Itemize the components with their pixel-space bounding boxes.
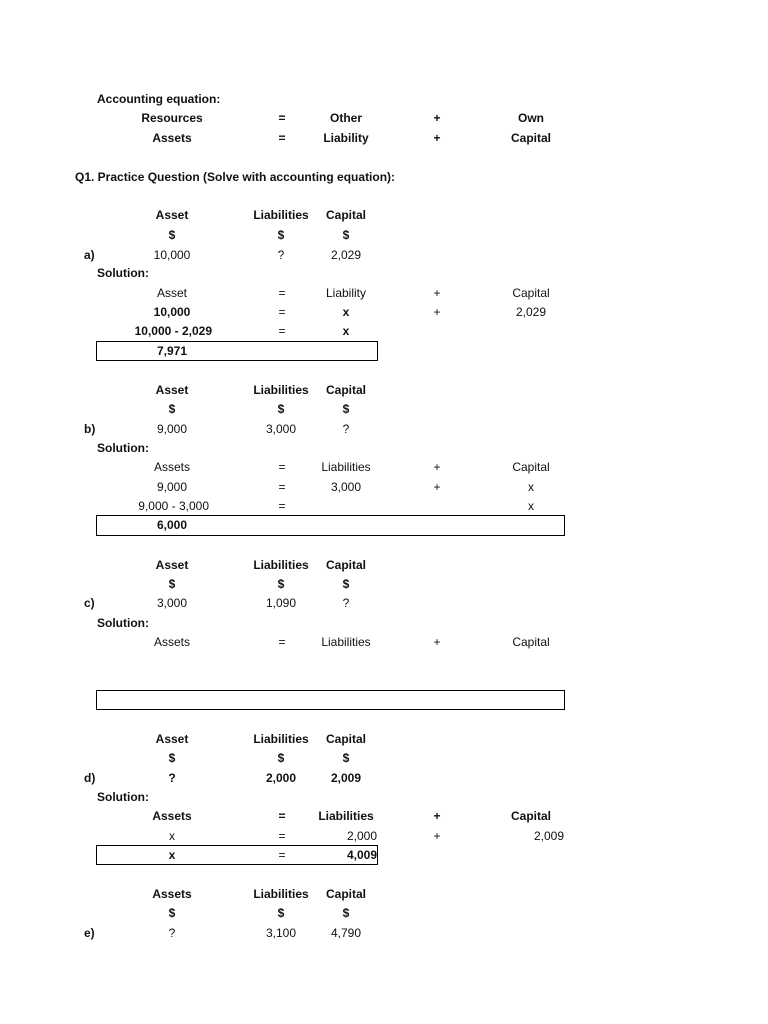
e-value-assets: ? [168, 926, 176, 940]
b-sol-capital: Capital [512, 460, 550, 474]
intro-capital: Capital [510, 131, 552, 145]
d-value-capital: 2,009 [330, 771, 362, 785]
b-header-liabilities: Liabilities [253, 383, 309, 397]
b-value-capital: ? [342, 422, 350, 436]
c-header-asset: Asset [155, 558, 189, 572]
question-title: Q1. Practice Question (Solve with accounting equation): [75, 170, 396, 184]
d-unit-capital: $ [342, 751, 350, 765]
c-answer-box [96, 690, 565, 710]
e-unit-assets: $ [168, 906, 176, 920]
b-label: b) [84, 422, 96, 436]
e-header-capital: Capital [325, 887, 367, 901]
a-sol2-x: x [342, 305, 350, 319]
c-unit-asset: $ [168, 577, 176, 591]
intro-assets: Assets [152, 131, 192, 145]
a-value-capital: 2,029 [330, 248, 362, 262]
e-label: e) [84, 926, 95, 940]
b-sol2-equals: = [278, 480, 286, 494]
b-sol-plus: + [433, 460, 441, 474]
a-sol3-equals: = [278, 324, 286, 338]
d-sol2-x: x [169, 829, 175, 843]
c-value-liabilities: 1,090 [265, 596, 297, 610]
c-sol-plus: + [433, 635, 441, 649]
b-solution-label: Solution: [97, 441, 149, 455]
b-sol-assets: Assets [153, 460, 191, 474]
intro-own: Own [518, 111, 544, 125]
d-header-liabilities: Liabilities [253, 732, 309, 746]
d-header-asset: Asset [155, 732, 189, 746]
a-solution-label: Solution: [97, 266, 149, 280]
e-header-assets: Assets [152, 887, 192, 901]
e-value-liabilities: 3,100 [265, 926, 297, 940]
b-sol2-assets: 9,000 [156, 480, 188, 494]
intro-plus: + [433, 111, 441, 125]
d-sol2-capital: 2,009 [533, 829, 564, 843]
c-value-capital: ? [342, 596, 350, 610]
a-sol3-expression: 10,000 - 2,029 [134, 324, 212, 338]
b-unit-capital: $ [342, 402, 350, 416]
b-answer: 6,000 [156, 518, 188, 532]
a-sol-asset: Asset [156, 286, 188, 300]
a-unit-asset: $ [168, 228, 176, 242]
d-sol-equals: = [278, 809, 286, 823]
d-sol-assets: Assets [152, 809, 192, 823]
b-header-asset: Asset [155, 383, 189, 397]
c-sol-equals: = [278, 635, 286, 649]
a-sol2-plus: + [433, 305, 441, 319]
a-answer: 7,971 [156, 344, 188, 358]
c-value-asset: 3,000 [156, 596, 188, 610]
d-sol2-equals: = [278, 829, 286, 843]
a-sol-plus: + [433, 286, 441, 300]
d-sol2-plus: + [433, 829, 441, 843]
a-header-asset: Asset [155, 208, 189, 222]
d-sol2-liabilities: 2,000 [346, 829, 377, 843]
intro-equals-2: = [278, 131, 286, 145]
b-sol3-x: x [528, 499, 534, 513]
c-solution-label: Solution: [97, 616, 149, 630]
a-answer-box [96, 341, 378, 361]
a-header-liabilities: Liabilities [253, 208, 309, 222]
d-unit-liabilities: $ [277, 751, 285, 765]
c-header-capital: Capital [325, 558, 367, 572]
c-label: c) [84, 596, 95, 610]
intro-equals: = [278, 111, 286, 125]
d-value-liabilities: 2,000 [265, 771, 297, 785]
b-sol2-plus: + [433, 480, 441, 494]
a-sol3-x: x [342, 324, 350, 338]
e-value-capital: 4,790 [330, 926, 362, 940]
b-unit-asset: $ [168, 402, 176, 416]
d-solution-label: Solution: [97, 790, 149, 804]
b-value-liabilities: 3,000 [265, 422, 297, 436]
b-unit-liabilities: $ [277, 402, 285, 416]
e-unit-capital: $ [342, 906, 350, 920]
a-unit-liabilities: $ [277, 228, 285, 242]
c-header-liabilities: Liabilities [253, 558, 309, 572]
d-label: d) [84, 771, 96, 785]
a-sol2-capital: 2,029 [515, 305, 547, 319]
a-value-asset: 10,000 [153, 248, 191, 262]
intro-resources: Resources [141, 111, 203, 125]
b-value-asset: 9,000 [156, 422, 188, 436]
a-sol-equals: = [278, 286, 286, 300]
c-sol-liabilities: Liabilities [321, 635, 371, 649]
d-sol-capital: Capital [510, 809, 552, 823]
a-header-capital: Capital [325, 208, 367, 222]
a-value-liabilities: ? [277, 248, 285, 262]
equation-title: Accounting equation: [97, 92, 221, 106]
b-sol2-x: x [528, 480, 534, 494]
b-header-capital: Capital [325, 383, 367, 397]
d-sol3-equals: = [278, 848, 286, 862]
intro-other: Other [329, 111, 363, 125]
c-sol-capital: Capital [512, 635, 550, 649]
a-sol-liability: Liability [325, 286, 367, 300]
a-sol2-equals: = [278, 305, 286, 319]
d-sol-plus: + [433, 809, 441, 823]
d-header-capital: Capital [325, 732, 367, 746]
b-sol-equals: = [278, 460, 286, 474]
d-unit-asset: $ [168, 751, 176, 765]
d-answer: 4,009 [346, 848, 377, 862]
a-sol-capital: Capital [512, 286, 550, 300]
c-sol-assets: Assets [153, 635, 191, 649]
b-sol2-liabilities: 3,000 [330, 480, 362, 494]
a-sol2-asset: 10,000 [153, 305, 191, 319]
c-unit-capital: $ [342, 577, 350, 591]
a-label: a) [84, 248, 95, 262]
b-sol-liabilities: Liabilities [321, 460, 371, 474]
d-sol3-x: x [168, 848, 176, 862]
intro-plus-2: + [433, 131, 441, 145]
b-sol3-expression: 9,000 - 3,000 [138, 499, 209, 513]
d-value-asset: ? [168, 771, 176, 785]
b-sol3-equals: = [278, 499, 286, 513]
a-unit-capital: $ [342, 228, 350, 242]
d-answer-box [96, 845, 378, 865]
d-sol-liabilities: Liabilities [318, 809, 374, 823]
e-unit-liabilities: $ [277, 906, 285, 920]
e-header-liabilities: Liabilities [253, 887, 309, 901]
c-unit-liabilities: $ [277, 577, 285, 591]
intro-liability: Liability [323, 131, 369, 145]
